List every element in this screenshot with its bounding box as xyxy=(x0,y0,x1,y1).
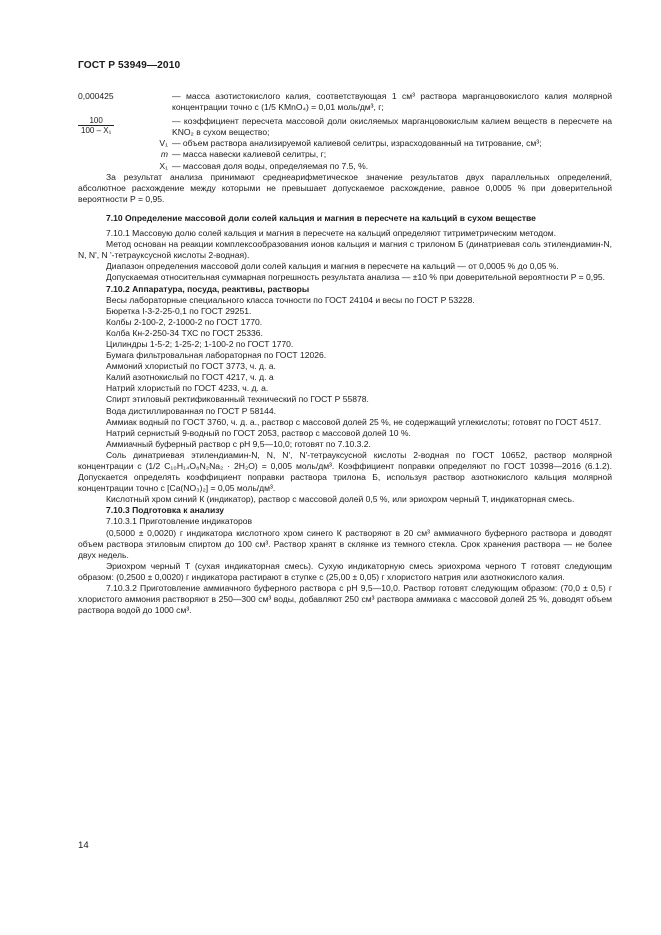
paragraph: Кислотный хром синий К (индикатор), раствор с массовой долей 0,5 %, или эриохром черный Т, индикаторная смесь. xyxy=(106,494,575,505)
page-content xyxy=(78,91,612,616)
fraction-denominator: 100 – X₁ xyxy=(78,125,114,135)
definition-text: — масса навески калиевой селитры, г; xyxy=(172,149,327,160)
definition-row xyxy=(78,116,612,138)
paragraph: 7.10.3.1 Приготовление индикаторов xyxy=(106,516,253,527)
list-item: Цилиндры 1-5-2; 1-25-2; 1-100-2 по ГОСТ 1770. xyxy=(106,338,294,349)
list-item: Вода дистиллированная по ГОСТ Р 58144. xyxy=(106,405,277,416)
list-item: Натрий хлористый по ГОСТ 4233, ч. д. а. xyxy=(106,383,269,394)
definition-symbol: V₁ xyxy=(159,138,168,149)
paragraph: Соль динатриевая этилендиамин-N, N, N', N'-тетрауксусной кислоты 2-водная по ГОСТ 10652, раствор молярной концентрации с (1/2 C₁₀H₁₄O₈N₂Na₂ · 2H₂O) = 0,005 моль/дм³. Коэффициент поправки определяют по ГОСТ 10398—2016 (6.1.2). Допускается определять коэффициент поправки раствора трилона Б, используя раствор азотнокислого кальция молярной концентрации точно с [Ca(NO₃)₂] = 0,05 моль/дм³. xyxy=(78,449,612,494)
list-item: Аммиак водный по ГОСТ 3760, ч. д. а., раствор с массовой долей 25 %, не содержащий углекислоты; готовят по ГОСТ 4517. xyxy=(106,416,602,427)
definition-symbol xyxy=(78,116,172,138)
paragraph: 7.10.1 Массовую долю солей кальция и магния в пересчете на кальций определяют титриметрическим методом. xyxy=(106,228,557,239)
apparatus-list xyxy=(78,295,612,450)
subsection-heading: 7.10.3 Подготовка к анализу xyxy=(106,505,225,516)
paragraph: Допускаемая относительная суммарная погрешность результата анализа — ±10 % при доверительной вероятности P = 0,95. xyxy=(106,272,606,283)
list-item: Колбы 2-100-2, 2-1000-2 по ГОСТ 1770. xyxy=(106,316,263,327)
definition-text: — массовая доля воды, определяемая по 7.5, %. xyxy=(172,160,369,171)
definition-row xyxy=(78,91,612,113)
definition-text: — коэффициент пересчета массовой доли окисляемых марганцовокислым калием веществ в пересчете на KNO₂ в сухом вещество; xyxy=(172,116,612,138)
definition-symbol: X₁ xyxy=(159,160,168,171)
subsection-heading: 7.10.2 Аппаратура, посуда, реактивы, растворы xyxy=(106,283,310,294)
definition-row xyxy=(78,149,612,160)
list-item: Колба Кн-2-250-34 ТХС по ГОСТ 25336. xyxy=(106,327,263,338)
list-item: Калий азотнокислый по ГОСТ 4217, ч. д. а xyxy=(106,372,274,383)
section-heading: 7.10 Определение массовой доли солей кальция и магния в пересчете на кальций в сухом веществе xyxy=(106,212,536,223)
list-item: Аммоний хлористый по ГОСТ 3773, ч. д. а. xyxy=(106,361,276,372)
definition-symbol: m xyxy=(160,149,168,160)
definition-text: — масса азотистокислого калия, соответствующая 1 см³ раствора марганцовокислого калия молярной концентрации точно с (1/5 KMnO₄) = 0,01 моль/дм³, г; xyxy=(172,91,612,113)
list-item: Весы лабораторные специального класса точности по ГОСТ 24104 и весы по ГОСТ Р 53228. xyxy=(106,294,475,305)
list-item: Спирт этиловый ректификованный технический по ГОСТ Р 55878. xyxy=(106,394,369,405)
list-item: Аммиачный буферный раствор с pH 9,5—10,0; готовят по 7.10.3.2. xyxy=(106,438,371,449)
page-number: 14 xyxy=(78,840,89,851)
list-item: Бюретка I-3-2-25-0,1 по ГОСТ 29251. xyxy=(106,305,252,316)
definition-symbol: 0,000425 xyxy=(78,91,114,101)
document-header: ГОСТ Р 53949—2010 xyxy=(78,60,181,71)
definition-row xyxy=(78,138,612,149)
paragraph: (0,5000 ± 0,0020) г индикатора кислотного хром синего К растворяют в 20 см³ аммиачного буферного раствора и доводят объем раствора этиловым спиртом до 100 см³. Раствор хранят в склянке из темного стекла. Срок хранения раствора — не более двух недель. xyxy=(78,527,612,560)
fraction xyxy=(78,116,114,135)
list-item: Бумага фильтровальная лабораторная по ГОСТ 12026. xyxy=(106,350,327,361)
paragraph: 7.10.3.2 Приготовление аммиачного буферного раствора с pH 9,5—10,0. Раствор готовят следующим образом: (70,0 ± 0,5) г хлористого аммония растворяют в 250—300 см³ воды, добавляют 250 см³ раствора аммиака с массовой долей 25 %, доводят объем раствора водой до 1000 см³. xyxy=(78,583,612,616)
paragraph: Эриохром черный Т (сухая индикаторная смесь). Сухую индикаторную смесь эриохрома черного Т готовят следующим образом: (0,2500 ± 0,0020) г индикатора растирают в ступке с (25,00 ± 0,05) г хлористого натрия или азотнокислого калия. xyxy=(78,560,612,582)
definition-text: — объем раствора анализируемой калиевой селитры, израсходованный на титрование, см³; xyxy=(172,138,542,149)
fraction-numerator: 100 xyxy=(89,116,103,126)
paragraph: Диапазон определения массовой доли солей кальция и магния в пересчете на кальций — от 0,0005 % до 0,05 %. xyxy=(106,261,559,272)
definition-row xyxy=(78,161,612,172)
result-paragraph: За результат анализа принимают среднеарифметическое значение результатов двух параллельных определений, абсолютное расхождение между которыми не превышает допускаемое расхождение, равное 0,0005 % при доверительной вероятности P = 0,95. xyxy=(78,171,612,204)
paragraph: Метод основан на реакции комплексообразования ионов кальция и магния с трилоном Б (динатриевая соль этилендиамин-N, N, N', N '-тетрауксусной кислоты 2-водная). xyxy=(78,239,612,261)
list-item: Натрий сернистый 9-водный по ГОСТ 2053, раствор с массовой долей 10 %. xyxy=(106,427,411,438)
